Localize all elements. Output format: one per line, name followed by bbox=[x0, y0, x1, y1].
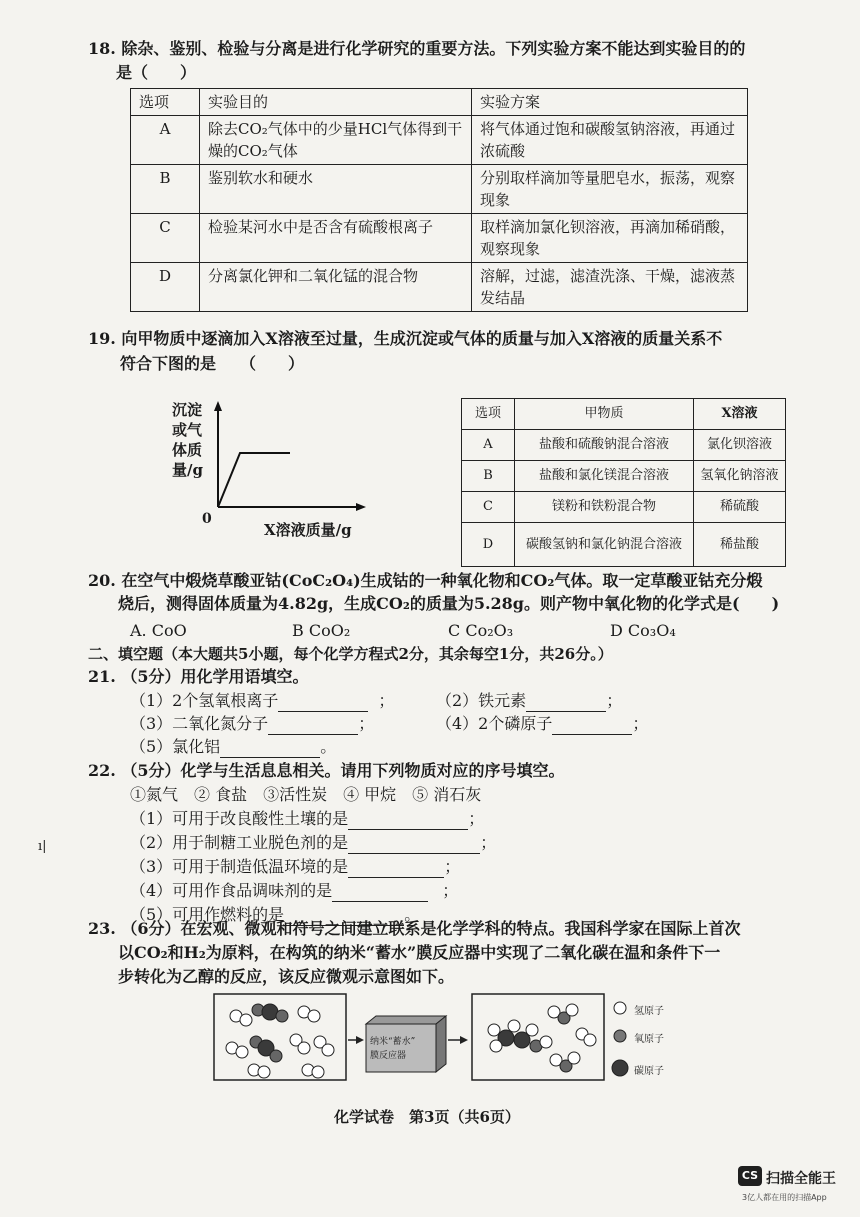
legend-oxygen: 氧原子 bbox=[634, 1034, 664, 1045]
q22-punct: ； bbox=[480, 833, 497, 852]
q21-item-4 bbox=[436, 713, 648, 735]
q19-line2: 符合下图的是 （ ） bbox=[120, 354, 305, 373]
q19-line1: 19. 向甲物质中逐滴加入X溶液至过量，生成沉淀或气体的质量与加入X溶液的质量关系不 bbox=[88, 329, 723, 348]
q20-line1: 20. 在空气中煅烧草酸亚钴(CoC₂O₄)生成钴的一种氧化物和CO₂气体。取一定草酸亚钴充分煅 bbox=[88, 571, 763, 590]
graph-axes bbox=[168, 395, 368, 545]
q18-line1: 18. 除杂、鉴别、检验与分离是进行化学研究的重要方法。下列实验方案不能达到实验目的的 bbox=[88, 39, 746, 58]
q19-x: 稀盐酸 bbox=[694, 523, 786, 567]
q19-a: 碳酸氢钠和氯化钠混合溶液 bbox=[515, 523, 694, 567]
q21-item-2 bbox=[436, 690, 622, 712]
q20-option-a: A. CoO bbox=[130, 621, 187, 640]
reactor-label-1: 纳米“蓄水” bbox=[370, 1037, 416, 1047]
q18-goal: 检验某河水中是否含有硫酸根离子 bbox=[200, 214, 472, 263]
q21-title: 21. （5分）用化学用语填空。 bbox=[88, 667, 309, 686]
section-heading: 二、填空题（本大题共5小题，每个化学方程式2分，其余每空1分，共26分。） bbox=[88, 645, 613, 663]
q18-header-opt: 选项 bbox=[131, 89, 200, 116]
table-row bbox=[462, 430, 786, 461]
q18-goal: 除去CO₂气体中的少量HCl气体得到干燥的CO₂气体 bbox=[200, 116, 472, 165]
answer-blank[interactable] bbox=[278, 695, 368, 712]
q19-header-x: X溶液 bbox=[694, 399, 786, 430]
q18-line2: 是（ ） bbox=[116, 63, 197, 82]
q23-line3: 步转化为乙醇的反应，该反应微观示意图如下。 bbox=[118, 967, 455, 986]
q18-plan: 溶解，过滤，滤渣洗涤、干燥，滤液蒸发结晶 bbox=[472, 263, 748, 312]
q18-header-plan: 实验方案 bbox=[472, 89, 748, 116]
q18-opt: A bbox=[131, 116, 200, 165]
legend-hydrogen-dot bbox=[614, 1002, 626, 1014]
q23-line2: 以CO₂和H₂为原料，在构筑的纳米“蓄水”膜反应器中实现了二氧化碳在温和条件下一 bbox=[118, 943, 721, 962]
page-footer: 化学试卷 第3页（共6页） bbox=[334, 1108, 520, 1126]
q21-item-text: （4）2个磷原子 bbox=[436, 714, 553, 733]
q22-item-text: （2）用于制糖工业脱色剂的是 bbox=[130, 833, 349, 852]
table-row bbox=[131, 263, 748, 312]
q21-punct: ； bbox=[606, 691, 623, 710]
graph-curve bbox=[218, 453, 290, 507]
q19-opt: C bbox=[462, 492, 515, 523]
reactor-block bbox=[366, 1016, 446, 1024]
q18-goal: 分离氯化钾和二氧化锰的混合物 bbox=[200, 263, 472, 312]
answer-blank[interactable] bbox=[526, 695, 606, 712]
q19-opt: B bbox=[462, 461, 515, 492]
table-row bbox=[462, 461, 786, 492]
q18-table bbox=[130, 88, 748, 312]
answer-blank[interactable] bbox=[348, 813, 468, 830]
q21-punct: ； bbox=[632, 714, 649, 733]
reactant-molecules bbox=[226, 1004, 334, 1078]
margin-mark: ı| bbox=[38, 839, 47, 854]
q18-header-goal: 实验目的 bbox=[200, 89, 472, 116]
q20-option-c: C Co₂O₃ bbox=[448, 621, 514, 640]
q19-a: 盐酸和硫酸钠混合溶液 bbox=[515, 430, 694, 461]
graph-ylabel-2: 或气 bbox=[172, 421, 203, 439]
q22-punct: ； bbox=[444, 857, 461, 876]
answer-blank[interactable] bbox=[552, 718, 632, 735]
graph-ylabel-3: 体质 bbox=[172, 441, 203, 459]
graph-xlabel: X溶液质量/g bbox=[264, 521, 352, 539]
legend-carbon-dot bbox=[612, 1060, 628, 1076]
q22-item-3 bbox=[130, 856, 460, 878]
answer-blank[interactable] bbox=[332, 885, 428, 902]
q21-punct: ； bbox=[378, 691, 395, 710]
q19-a: 镁粉和铁粉混合物 bbox=[515, 492, 694, 523]
q21-item-text: （5）氯化铝 bbox=[130, 737, 221, 756]
legend-hydrogen: 氢原子 bbox=[634, 1006, 664, 1017]
q20-option-b: B CoO₂ bbox=[292, 621, 351, 640]
q22-item-text: （3）可用于制造低温环境的是 bbox=[130, 857, 349, 876]
q18-plan: 取样滴加氯化钡溶液，再滴加稀硝酸，观察现象 bbox=[472, 214, 748, 263]
q21-item-text: （3）二氧化氮分子 bbox=[130, 714, 269, 733]
q22-punct: 。 bbox=[404, 905, 421, 924]
q21-item-text: （2）铁元素 bbox=[436, 691, 527, 710]
answer-blank[interactable] bbox=[220, 741, 320, 758]
reactants-box bbox=[214, 994, 346, 1080]
q22-item-text: （5）可用作燃料的是 bbox=[130, 905, 285, 924]
q19-opt: A bbox=[462, 430, 515, 461]
answer-blank[interactable] bbox=[268, 718, 358, 735]
q19-header-row bbox=[462, 399, 786, 430]
q22-punct: ； bbox=[442, 881, 459, 900]
q18-plan: 将气体通过饱和碳酸氢钠溶液，再通过浓硫酸 bbox=[472, 116, 748, 165]
q20-option-d: D Co₃O₄ bbox=[610, 621, 676, 640]
q21-item-1 bbox=[130, 690, 394, 712]
q22-title: 22. （5分）化学与生活息息相关。请用下列物质对应的序号填空。 bbox=[88, 761, 565, 780]
q19-a: 盐酸和氯化镁混合溶液 bbox=[515, 461, 694, 492]
q23-line1: 23. （6分）在宏观、微观和符号之间建立联系是化学学科的特点。我国科学家在国际上首次 bbox=[88, 919, 741, 938]
q18-opt: C bbox=[131, 214, 200, 263]
logo-name: 扫描全能王 bbox=[766, 1171, 836, 1187]
table-row bbox=[462, 523, 786, 567]
q20-line2: 烧后，测得固体质量为4.82g，生成CO₂的质量为5.28g。则产物中氧化物的化学式是( ) bbox=[118, 594, 780, 613]
q21-item-5 bbox=[130, 736, 336, 758]
graph-ylabel-1: 沉淀 bbox=[172, 401, 203, 419]
table-row bbox=[131, 116, 748, 165]
reaction-diagram bbox=[210, 990, 680, 1090]
q22-item-1 bbox=[130, 808, 484, 830]
q19-graph bbox=[168, 395, 368, 545]
q22-choices: ①氮气 ② 食盐 ③活性炭 ④ 甲烷 ⑤ 消石灰 bbox=[130, 785, 482, 804]
q22-item-text: （1）可用于改良酸性土壤的是 bbox=[130, 809, 349, 828]
reaction-svg bbox=[210, 990, 680, 1090]
q19-header-a: 甲物质 bbox=[515, 399, 694, 430]
reactor-label-2: 膜反应器 bbox=[370, 1051, 407, 1061]
q21-punct: ； bbox=[358, 714, 375, 733]
q18-opt: D bbox=[131, 263, 200, 312]
q19-header-opt: 选项 bbox=[462, 399, 515, 430]
q22-item-4 bbox=[130, 880, 458, 902]
q19-x: 稀硫酸 bbox=[694, 492, 786, 523]
q21-punct: 。 bbox=[320, 737, 337, 756]
q22-item-text: （4）可用作食品调味剂的是 bbox=[130, 881, 333, 900]
logo-tagline: 3亿人都在用的扫描App bbox=[742, 1193, 827, 1202]
graph-ylabel-4: 量/g bbox=[172, 461, 203, 479]
q19-x: 氢氧化钠溶液 bbox=[694, 461, 786, 492]
legend-oxygen-dot bbox=[614, 1030, 626, 1042]
table-row bbox=[131, 165, 748, 214]
q19-table bbox=[461, 398, 786, 567]
q22-punct: ； bbox=[468, 809, 485, 828]
table-row bbox=[131, 214, 748, 263]
q21-item-text: （1）2个氢氧根离子 bbox=[130, 691, 279, 710]
product-molecules bbox=[488, 1004, 596, 1072]
graph-origin: 0 bbox=[202, 511, 212, 527]
q18-header-row bbox=[131, 89, 748, 116]
q19-opt: D bbox=[462, 523, 515, 567]
legend-carbon: 碳原子 bbox=[634, 1066, 664, 1077]
camscanner-logo-icon: CS bbox=[738, 1166, 762, 1186]
answer-blank[interactable] bbox=[348, 861, 444, 878]
answer-blank[interactable] bbox=[348, 837, 480, 854]
q18-opt: B bbox=[131, 165, 200, 214]
q21-item-3 bbox=[130, 713, 374, 735]
q22-item-2 bbox=[130, 832, 496, 854]
q18-goal: 鉴别软水和硬水 bbox=[200, 165, 472, 214]
table-row bbox=[462, 492, 786, 523]
q19-x: 氯化钡溶液 bbox=[694, 430, 786, 461]
q18-plan: 分别取样滴加等量肥皂水，振荡，观察现象 bbox=[472, 165, 748, 214]
